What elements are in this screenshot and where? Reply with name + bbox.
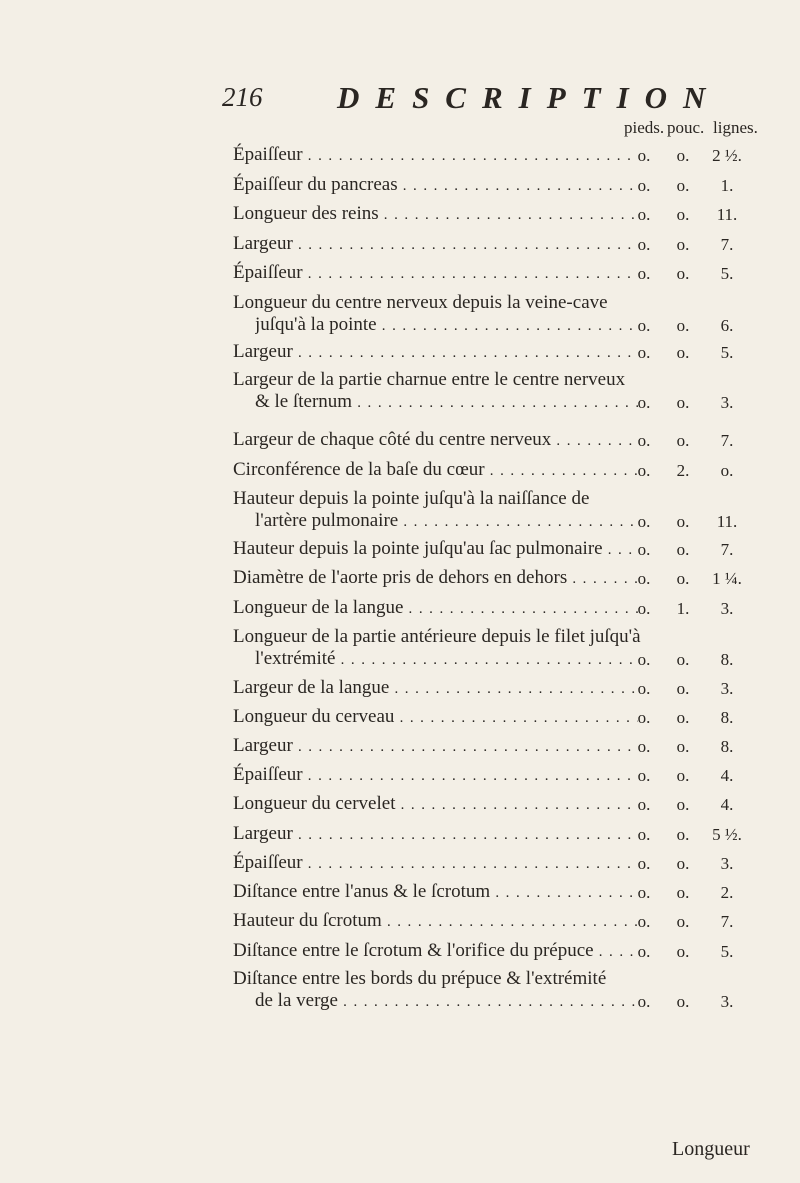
- row-label: Largeur de la langue . . .: [233, 676, 638, 701]
- value-pieds: o.: [637, 205, 651, 224]
- value-lignes: o.: [720, 461, 734, 480]
- row-label: Longueur du cerveau . . .: [233, 705, 638, 730]
- value-pouces: o.: [676, 393, 690, 412]
- value-pouces: o.: [676, 146, 690, 165]
- value-pouces: 2.: [676, 461, 690, 480]
- value-pouces: o.: [676, 431, 690, 450]
- value-pieds: o.: [637, 512, 651, 531]
- value-pieds: o.: [637, 176, 651, 195]
- value-lignes: 3.: [720, 854, 734, 873]
- value-pouces: o.: [676, 883, 690, 902]
- value-lignes: 8.: [720, 650, 734, 669]
- value-pouces: o.: [676, 264, 690, 283]
- value-pouces: o.: [676, 679, 690, 698]
- row-label: Épaiſſeur du pancreas . . .: [233, 173, 638, 198]
- row-label: l'extrémité . . .: [255, 647, 638, 672]
- value-lignes: 3.: [720, 679, 734, 698]
- value-pieds: o.: [637, 316, 651, 335]
- value-pouces: o.: [676, 912, 690, 931]
- value-pouces: o.: [676, 854, 690, 873]
- value-pieds: o.: [637, 708, 651, 727]
- row-label: Longueur du cervelet . . .: [233, 792, 638, 817]
- value-pieds: o.: [637, 942, 651, 961]
- value-lignes: 3.: [720, 599, 734, 618]
- value-lignes: 7.: [720, 431, 734, 450]
- value-lignes: 4.: [720, 795, 734, 814]
- value-lignes: 1.: [720, 176, 734, 195]
- value-lignes: 5.: [720, 343, 734, 362]
- value-pieds: o.: [637, 569, 651, 588]
- value-pieds: o.: [637, 825, 651, 844]
- value-lignes: 8.: [720, 737, 734, 756]
- value-pieds: o.: [637, 650, 651, 669]
- value-pieds: o.: [637, 912, 651, 931]
- value-lignes: 11.: [716, 512, 738, 531]
- row-label-first-line: Hauteur depuis la pointe juſqu'à la naiſſance de: [233, 488, 590, 509]
- row-label: & le ſternum . . .: [255, 390, 638, 415]
- row-label: Épaiſſeur . . .: [233, 851, 638, 876]
- value-lignes: 5.: [720, 264, 734, 283]
- value-pieds: o.: [637, 854, 651, 873]
- row-label: Largeur . . .: [233, 734, 638, 759]
- value-lignes: 4.: [720, 766, 734, 785]
- value-pouces: o.: [676, 650, 690, 669]
- value-pouces: o.: [676, 942, 690, 961]
- row-label: Diſtance entre l'anus & le ſcrotum . . .: [233, 880, 638, 905]
- value-pieds: o.: [637, 146, 651, 165]
- value-lignes: 8.: [720, 708, 734, 727]
- value-lignes: 5 ½.: [712, 825, 742, 844]
- value-pouces: o.: [676, 569, 690, 588]
- value-pieds: o.: [637, 795, 651, 814]
- row-label: Diamètre de l'aorte pris de dehors en dehors . . .: [233, 566, 638, 591]
- page-number: 216: [222, 82, 263, 112]
- value-pouces: o.: [676, 176, 690, 195]
- row-label: Diſtance entre le ſcrotum & l'orifice du prépuce . . .: [233, 939, 638, 964]
- value-lignes: 7.: [720, 912, 734, 931]
- value-pieds: o.: [637, 235, 651, 254]
- row-label: juſqu'à la pointe . . .: [255, 313, 638, 338]
- value-pieds: o.: [637, 431, 651, 450]
- value-lignes: 1 ¼.: [712, 569, 742, 588]
- value-lignes: 3.: [720, 393, 734, 412]
- row-label-first-line: Largeur de la partie charnue entre le centre nerveux: [233, 369, 626, 390]
- value-pouces: o.: [676, 540, 690, 559]
- row-label: Circonférence de la baſe du cœur . . .: [233, 458, 638, 483]
- value-lignes: 5.: [720, 942, 734, 961]
- row-label-first-line: Longueur de la partie antérieure depuis le filet juſqu'à: [233, 626, 641, 647]
- value-pouces: o.: [676, 205, 690, 224]
- value-lignes: 11.: [716, 205, 738, 224]
- value-pouces: o.: [676, 708, 690, 727]
- value-pieds: o.: [637, 343, 651, 362]
- row-label: Hauteur du ſcrotum . . .: [233, 909, 638, 934]
- row-label: Largeur . . .: [233, 232, 638, 257]
- value-lignes: 7.: [720, 540, 734, 559]
- value-pouces: o.: [676, 737, 690, 756]
- value-pieds: o.: [637, 393, 651, 412]
- row-label: Longueur des reins . . .: [233, 202, 638, 227]
- value-lignes: 7.: [720, 235, 734, 254]
- value-pieds: o.: [637, 737, 651, 756]
- value-pouces: o.: [676, 343, 690, 362]
- row-label: Largeur . . .: [233, 822, 638, 847]
- value-pouces: o.: [676, 992, 690, 1011]
- value-pouces: 1.: [676, 599, 690, 618]
- row-label: Épaiſſeur . . .: [233, 763, 638, 788]
- value-pieds: o.: [637, 883, 651, 902]
- value-pieds: o.: [637, 264, 651, 283]
- value-lignes: 6.: [720, 316, 734, 335]
- row-label: Longueur de la langue . . .: [233, 596, 638, 621]
- catchword: Longueur: [672, 1138, 750, 1160]
- row-label: Épaiſſeur . . .: [233, 261, 638, 286]
- value-pieds: o.: [637, 766, 651, 785]
- value-lignes: 3.: [720, 992, 734, 1011]
- row-label: l'artère pulmonaire . . .: [255, 509, 638, 534]
- value-lignes: 2 ½.: [712, 146, 742, 165]
- value-pouces: o.: [676, 825, 690, 844]
- row-label: Hauteur depuis la pointe juſqu'au ſac pulmonaire . . .: [233, 537, 638, 562]
- row-label: de la verge . . .: [255, 989, 638, 1014]
- value-pouces: o.: [676, 766, 690, 785]
- row-label-first-line: Longueur du centre nerveux depuis la veine-cave: [233, 292, 608, 313]
- running-title: DESCRIPTION: [337, 80, 722, 115]
- value-lignes: 2.: [720, 883, 734, 902]
- row-label: Largeur . . .: [233, 340, 638, 365]
- value-pouces: o.: [676, 235, 690, 254]
- value-pieds: o.: [637, 599, 651, 618]
- value-pouces: o.: [676, 512, 690, 531]
- value-pieds: o.: [637, 679, 651, 698]
- value-pieds: o.: [637, 992, 651, 1011]
- value-pieds: o.: [637, 540, 651, 559]
- column-header-pieds: pieds.: [624, 118, 665, 137]
- column-header-lignes: lignes.: [713, 118, 758, 137]
- row-label: Épaiſſeur . . .: [233, 143, 638, 168]
- row-label: Largeur de chaque côté du centre nerveux . . .: [233, 428, 638, 453]
- column-header-pouces: pouc.: [667, 118, 705, 137]
- value-pouces: o.: [676, 795, 690, 814]
- page-header: [222, 82, 742, 122]
- value-pouces: o.: [676, 316, 690, 335]
- row-label-first-line: Diſtance entre les bords du prépuce & l'extrémité: [233, 968, 607, 989]
- value-pieds: o.: [637, 461, 651, 480]
